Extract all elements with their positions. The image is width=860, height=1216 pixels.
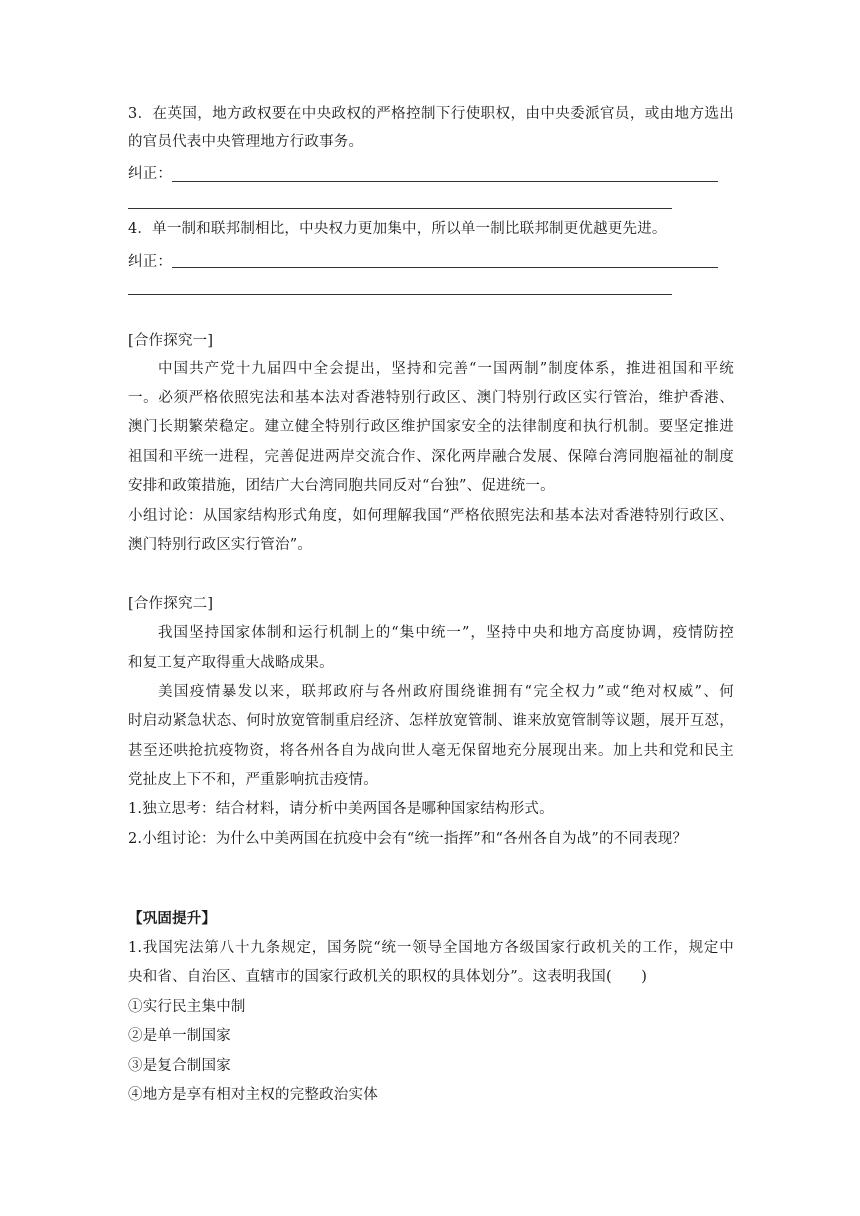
inquiry1-para-line: 澳门长期繁荣稳定。建立健全特别行政区维护国家安全的法律制度和执行机制。要坚定推进 <box>128 419 734 435</box>
q3-answer-line-1[interactable] <box>172 181 718 182</box>
consolidate-title: 【巩固提升】 <box>128 910 217 927</box>
inquiry2-question-2: 2.小组讨论：为什么中美两国在抗疫中会有“统一指挥”和“各州各自为战”的不同表现？ <box>128 831 688 847</box>
inquiry1-title: [合作探究一] <box>128 333 214 349</box>
inquiry1-para-line: 安排和政策措施，团结广大台湾同胞共同反对“台独”、促进统一。 <box>128 478 555 494</box>
q3-correction-label: 纠正： <box>128 166 173 182</box>
consolidate-q1-line: 央和省、自治区、直辖市的国家行政机关的职权的具体划分”。这表明我国( ) <box>128 969 648 985</box>
inquiry2-para2-line: 美国疫情暴发以来，联邦政府与各州政府围绕谁拥有“完全权力”或“绝对权威”、何 <box>158 684 734 700</box>
option-2[interactable]: ②是单一制国家 <box>128 1028 231 1044</box>
inquiry2-para2-line: 党扯皮上下不和，严重影响抗击疫情。 <box>128 772 378 788</box>
option-3[interactable]: ③是复合制国家 <box>128 1058 231 1074</box>
inquiry2-para2-line: 甚至还哄抢抗疫物资，将各州各自为战向世人毫无保留地充分展现出来。加上共和党和民主 <box>128 743 734 759</box>
option-4[interactable]: ④地方是享有相对主权的完整政治实体 <box>128 1087 378 1103</box>
option-1[interactable]: ①实行民主集中制 <box>128 999 246 1015</box>
inquiry1-para-line: 一。必须严格依照宪法和基本法对香港特别行政区、澳门特别行政区实行管治，维护香港、 <box>128 390 734 406</box>
q3-answer-line-2[interactable] <box>128 208 672 209</box>
q4-correction-label: 纠正： <box>128 254 173 270</box>
inquiry2-question-1: 1.独立思考：结合材料，请分析中美两国各是哪种国家结构形式。 <box>128 801 554 817</box>
inquiry1-para-line: 祖国和平统一进程，完善促进两岸交流合作、深化两岸融合发展、保障台湾同胞福祉的制度 <box>128 449 734 465</box>
q4-line1: 4．单一制和联邦制相比，中央权力更加集中，所以单一制比联邦制更优越更先进。 <box>128 221 667 237</box>
q4-answer-line-1[interactable] <box>172 267 718 268</box>
inquiry1-discussion-line: 澳门特别行政区实行管治”。 <box>128 537 313 553</box>
inquiry2-title: [合作探究二] <box>128 596 214 612</box>
consolidate-q1-line: 1.我国宪法第八十九条规定，国务院“统一领导全国地方各级国家行政机关的工作，规定中 <box>128 940 734 956</box>
inquiry1-para-line: 中国共产党十九届四中全会提出，坚持和完善“一国两制”制度体系，推进祖国和平统 <box>158 361 734 377</box>
inquiry2-para2-line: 时启动紧急状态、何时放宽管制重启经济、怎样放宽管制、谁来放宽管制等议题，展开互怼， <box>128 713 734 729</box>
q4-answer-line-2[interactable] <box>128 294 672 295</box>
inquiry2-para1-line: 和复工复产取得重大战略成果。 <box>128 655 334 671</box>
q3-line2: 的官员代表中央管理地方行政事务。 <box>128 134 364 150</box>
inquiry2-para1-line: 我国坚持国家体制和运行机制上的“集中统一”，坚持中央和地方高度协调，疫情防控 <box>158 625 734 641</box>
q3-line1: 3．在英国，地方政权要在中央政权的严格控制下行使职权，由中央委派官员，或由地方选出 <box>128 106 734 122</box>
inquiry1-discussion-line: 小组讨论：从国家结构形式角度，如何理解我国“严格依照宪法和基本法对香港特别行政区、 <box>128 508 734 524</box>
